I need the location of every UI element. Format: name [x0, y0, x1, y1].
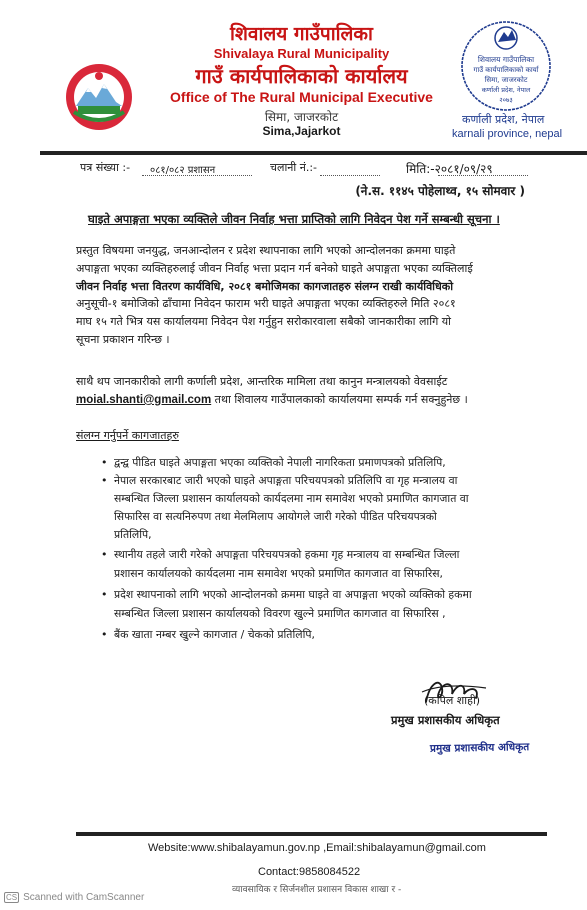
footer-divider — [76, 832, 547, 836]
bullet-icon: • — [101, 548, 108, 561]
list-item-text: स्थानीय तहले जारी गरेको अपाङ्गता परिचयपत्रको हकमा गृह मन्त्रालय वा सम्बन्धित जिल्ला — [114, 548, 460, 561]
ministry-email-link[interactable]: moial.shanti@gmail.com — [76, 393, 212, 406]
designation-stamp: प्रमुख प्रशासकीय अधिकृत — [429, 741, 530, 755]
office-name-np: गाउँ कार्यपालिकाको कार्यालय — [195, 64, 408, 88]
list-item-text: प्रतिलिपि, — [114, 528, 152, 541]
nepal-sambat-date: (ने.स. ११४५ पोहेलाथ्व, १५ सोमवार ) — [355, 184, 525, 198]
dotted-line — [142, 175, 252, 176]
dotted-line — [438, 175, 528, 176]
bullet-icon: • — [101, 588, 108, 601]
paragraph-line: जीवन निर्वाह भत्ता वितरण कार्यविधि, २०८१ बमोजिमका कागजातहरु संलग्न राखी कार्यविधिको — [76, 279, 454, 293]
municipality-name-np: शिवालय गाउँपालिका — [230, 23, 373, 45]
list-item-text: बैंक खाता नम्बर खुल्ने कागजात / चेकको प्रतिलिपि, — [114, 628, 315, 641]
scanner-watermark — [4, 892, 144, 903]
seal-text-4: कर्णाली प्रदेश, नेपाल — [481, 86, 531, 94]
paragraph-line — [76, 391, 518, 410]
paragraph-line-rest: तथा शिवालय गाउँपालकाको कार्यालयमा सम्पर्क गर्न सक्नुहुनेछ । — [211, 392, 468, 406]
paragraph-line: साथै थप जानकारीको लागी कर्णाली प्रदेश, आन्तरिक मामिला तथा कानुन मन्त्रालयको वेवसाईट — [76, 375, 448, 388]
paragraph-line: सूचना प्रकाशन गरिन्छ । — [76, 332, 170, 346]
office-name-en: Office of The Rural Municipal Executive — [170, 89, 433, 105]
date-label: मिति:-२०८१/०९/२९ — [406, 162, 493, 176]
bullet-icon: • — [101, 628, 108, 641]
camscanner-icon: CS — [6, 893, 18, 902]
dotted-line — [320, 175, 380, 176]
list-item-text: सम्बन्धित जिल्ला प्रशासन कार्यालयको कार्यदलमा नाम समावेश भएको प्रमाणित कागजात वा — [114, 492, 469, 505]
seal-text-2: गाउँ कार्यपालिकाको कार्या — [473, 66, 539, 74]
signatory-title: प्रमुख प्रशासकीय अधिकृत — [391, 713, 500, 727]
list-item-text: द्वन्द्व पीडित घाइते अपाङ्गता भएका व्यक्तिको नेपाली नागरिकता प्रमाणपत्रको प्रतिलिपि, — [114, 456, 446, 469]
scanner-watermark-text: Scanned with CamScanner — [23, 892, 145, 903]
letter-number-value: ०८१/०८२ प्रशासन — [150, 165, 216, 176]
paragraph-line: माघ १५ गते भित्र यस कार्यालयमा निवेदन पेश गर्नुहुन सरोकारवाला सबैको जानकारीका लागि यो — [76, 315, 452, 329]
province-np: कर्णाली प्रदेश, नेपाल — [462, 113, 545, 126]
list-item-text: सम्बन्धित जिल्ला प्रशासन कार्यालयको विवरण खुल्ने प्रमाणित कागजात वा सिफारिस , — [114, 607, 446, 620]
paragraph-line: प्रस्तुत विषयमा जनयुद्ध, जनआन्दोलन र प्रदेश स्थापनाका लागि भएको आन्दोलनका क्रममा घाइते — [76, 244, 456, 257]
seal-text-5: २०७३ — [499, 96, 513, 104]
location-en: Sima,Jajarkot — [262, 124, 341, 138]
header-divider — [40, 151, 587, 155]
province-en: karnali province, nepal — [452, 128, 563, 140]
notice-subject: घाइते अपाङ्गता भएका व्यक्तिले जीवन निर्वाह भत्ता प्राप्तिको लागि निवेदन पेश गर्ने सम्बन्धी सूचना । — [88, 212, 500, 226]
footer-website-email: Website:www.shibalayamun.gov.np ,Email:shibalayamun@gmail.com — [148, 842, 486, 854]
list-item-text: सिफारिस वा सत्यनिरुपण तथा मेलमिलाप आयोगले जारी गरेको पीडित परिचयपत्रको — [114, 510, 437, 523]
list-item-text: प्रशासन कार्यालयको कार्यदलमा नाम समावेश भएको प्रमाणित कागजात वा सिफारिस, — [114, 567, 443, 580]
footer-contact: Contact:9858084522 — [258, 866, 361, 878]
paragraph-line: अनुसूची-१ बमोजिको ढाँचामा निवेदन फाराम भरी घाइते अपाङ्गता भएका व्यक्तिहरुले मिति २०८१ — [76, 297, 456, 311]
notice-paragraph-2 — [76, 373, 518, 410]
seal-text-3: सिमा, जाजरकोट — [484, 76, 528, 84]
notice-paragraph-1 — [76, 242, 518, 349]
bullet-icon: • — [101, 456, 108, 469]
dispatch-number-label: चलानी नं.:- — [270, 161, 318, 174]
signatory-name: (कपिल शाही) — [424, 694, 481, 707]
footer-tagline: व्यावसायिक र सिर्जनशील प्रशासन विकास शाखा र - — [232, 885, 402, 895]
municipality-name-en: Shivalaya Rural Municipality — [213, 46, 390, 61]
location-np: सिमा, जाजरकोट — [264, 110, 339, 124]
office-seal-stamp — [454, 18, 554, 118]
list-item-text: प्रदेश स्थापनाको लागि भएको आन्दोलनको क्रममा घाइते वा अपाङ्गता भएको व्यक्तिको हकमा — [114, 588, 472, 601]
attachments-heading: संलग्न गर्नुपर्ने कागजातहरु — [76, 429, 179, 442]
paragraph-line: अपाङ्गता भएका व्यक्तिहरुलाई जीवन निर्वाह भत्ता प्रदान गर्न बनेको घाइते अपाङ्गता भएका व्यक्तिलाई — [76, 261, 473, 275]
seal-text-1: शिवालय गाउँपालिका — [477, 55, 535, 64]
bullet-icon: • — [101, 474, 108, 487]
list-item-text: नेपाल सरकारबाट जारी भएको घाइते अपाङ्गता परिचयपत्रको प्रतिलिपि वा गृह मन्त्रालय वा — [114, 474, 458, 487]
letter-number-label: पत्र संख्या :- — [80, 161, 131, 174]
